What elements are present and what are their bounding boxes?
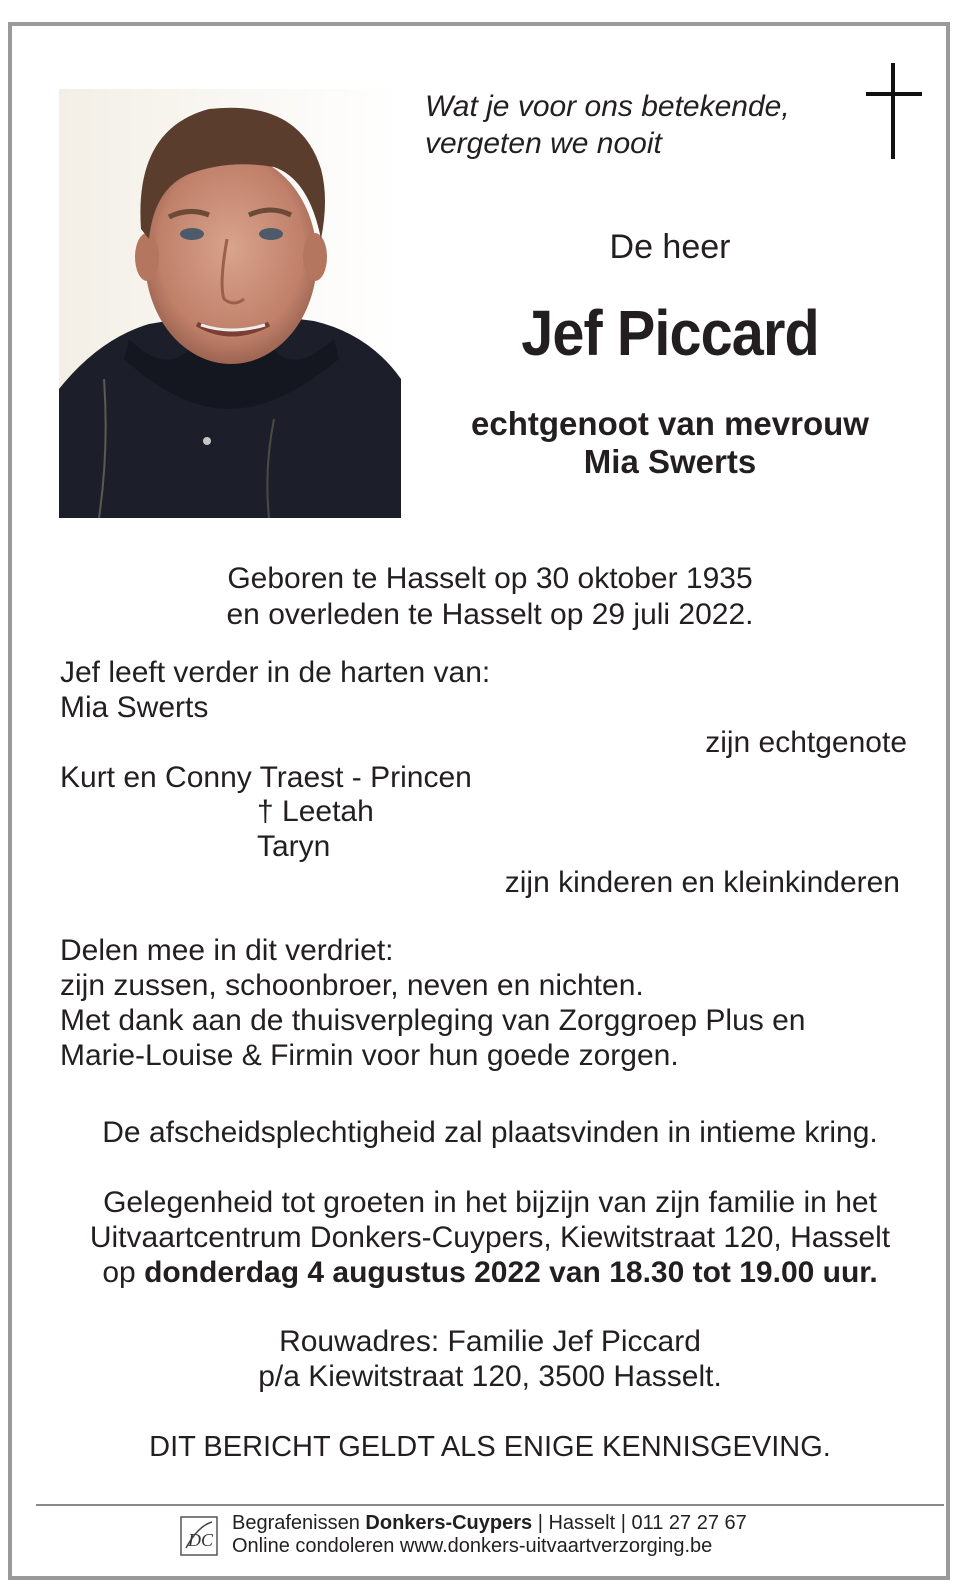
quote-line-2: vergeten we nooit [425, 127, 662, 160]
birth-line: Geboren te Hasselt op 30 oktober 1935 [227, 562, 753, 595]
cross-icon [866, 63, 922, 159]
visitation-datetime: donderdag 4 augustus 2022 van 18.30 tot 19.00 uur. [144, 1256, 878, 1289]
visitation-info [60, 1185, 920, 1290]
visitation-line-1: Gelegenheid tot groeten in het bijzijn van zijn familie in het [103, 1186, 877, 1219]
quote-line-1: Wat je voor ons betekende, [425, 90, 790, 123]
sharing-line-4: Marie-Louise & Firmin voor hun goede zorgen. [60, 1039, 679, 1072]
address-line-1: Rouwadres: Familie Jef Piccard [279, 1325, 701, 1358]
children-names: Kurt en Conny Traest - Princen [60, 761, 472, 794]
spouse-name: Mia Swerts [60, 691, 209, 724]
ceremony-text: De afscheidsplechtigheid zal plaatsvinden in intieme kring. [102, 1116, 878, 1149]
grandchild-1: † Leetah [257, 795, 374, 828]
children-role: zijn kinderen en kleinkinderen [504, 866, 900, 899]
sharing-line-1: Delen mee in dit verdriet: [60, 934, 394, 967]
portrait-photo [59, 89, 401, 518]
final-notice-text: DIT BERICHT GELDT ALS ENIGE KENNISGEVING. [149, 1431, 831, 1463]
death-line: en overleden te Hasselt op 29 juli 2022. [226, 598, 754, 631]
footer-text [232, 1512, 747, 1558]
spouse-role: zijn echtgenote [705, 726, 907, 759]
final-notice [60, 1430, 920, 1465]
sharing-line-2: zijn zussen, schoonbroer, neven en nichten. [60, 969, 644, 1002]
funeral-home-logo [180, 1516, 218, 1556]
mourning-address [60, 1324, 920, 1394]
sharing-line-3: Met dank aan de thuisverpleging van Zorggroep Plus en [60, 1004, 806, 1037]
footer-divider [36, 1504, 944, 1506]
footer-line-1: Begrafenissen Donkers-Cuypers | Hasselt | 011 27 27 67 [232, 1512, 747, 1534]
company-name: Donkers-Cuypers [365, 1512, 533, 1534]
relation-line-2: Mia Swerts [583, 443, 757, 480]
visitation-prefix: op [102, 1256, 145, 1289]
grandchild-2: Taryn [257, 830, 331, 863]
deceased-name: Jef Piccard [521, 297, 819, 369]
visitation-line-3 [60, 1255, 920, 1290]
visitation-line-2: Uitvaartcentrum Donkers-Cuypers, Kiewitstraat 120, Hasselt [89, 1221, 891, 1254]
spouse-relation [420, 405, 920, 481]
address-line-2: p/a Kiewitstraat 120, 3500 Hasselt. [258, 1360, 722, 1393]
memorial-quote [425, 88, 845, 162]
honorific: De heer [609, 228, 731, 266]
ceremony-notice [60, 1115, 920, 1150]
logo-monogram: DC [188, 1530, 214, 1550]
footer-line-2: Online condoleren www.donkers-uitvaartverzorging.be [232, 1535, 713, 1557]
family-intro: Jef leeft verder in de harten van: [60, 656, 491, 689]
life-dates [60, 561, 920, 633]
relation-line-1: echtgenoot van mevrouw [471, 405, 869, 442]
